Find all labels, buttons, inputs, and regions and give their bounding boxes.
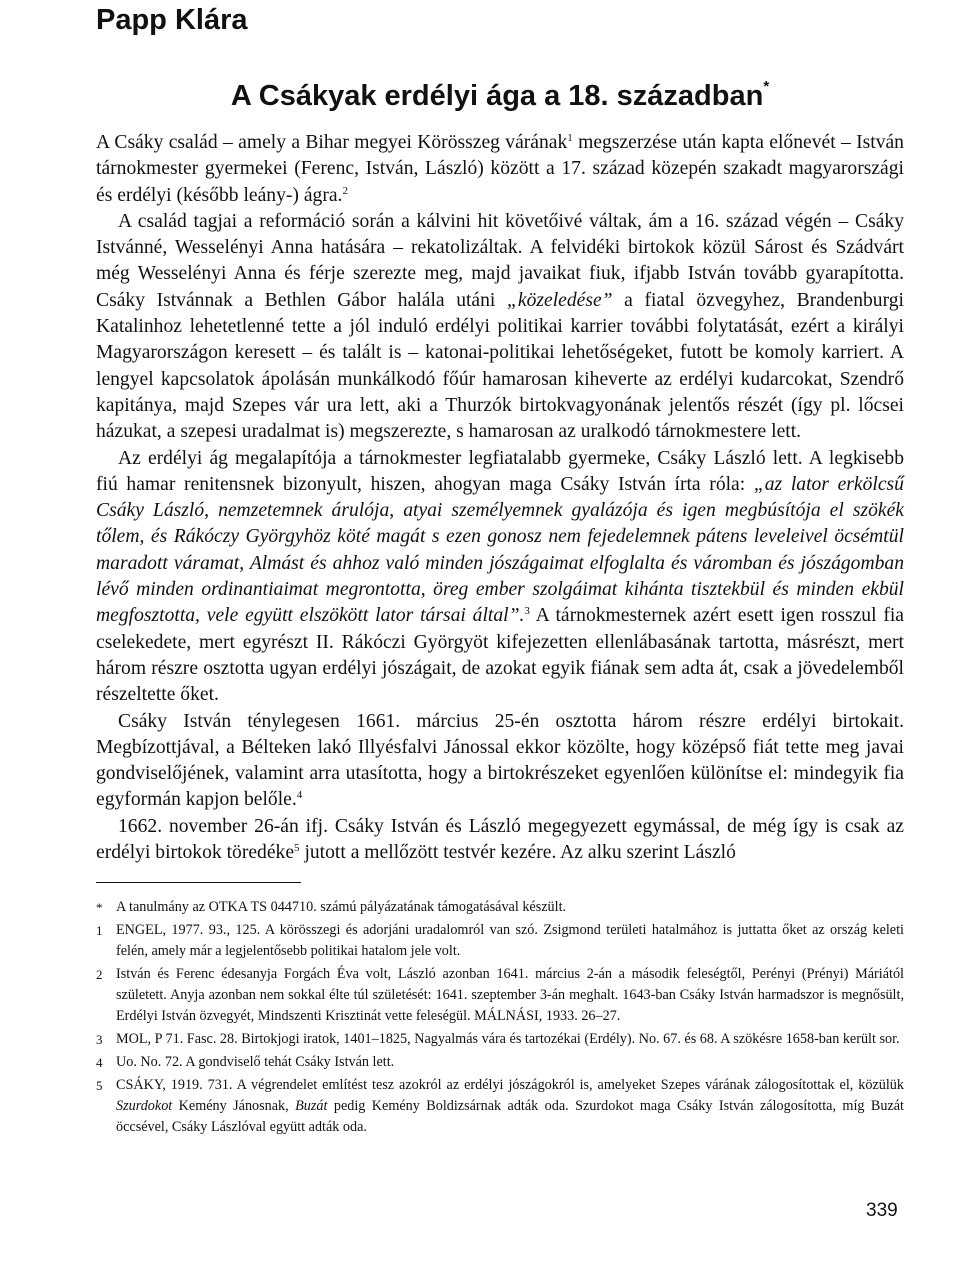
footnote: 1 ENGEL, 1977. 93., 125. A körösszegi és adorjáni uradalomról van szó. Zsigmond területi hatalmához is juttatta őket az ország keleti felén, amely már a legjelentősebb politikai hatalom jele volt. [96, 922, 904, 959]
footnote: 3 MOL, P 71. Fasc. 28. Birtokjogi iratok, 1401–1825, Nagyalmás vára és tartozékai (Erdély). No. 67. és 68. A szökésre 1658-ban került sor. [96, 1029, 904, 1050]
footnote-mark: 2 [96, 967, 103, 982]
footnote: 2 István és Ferenc édesanyja Forgách Éva volt, László azonban 1641. március 2-án a második feleségtől, Perényi (Prényi) Máriától született. Anyja azonban nem sokkal élte túl születését: 1641. szeptember 3-án meghalt. 1643-ban Csáky István harmadszor is megnősült, Erdélyi István özvegyét, Mindszenti Krisztinát vette feleségül. MÁLNÁSI, 1933. 26–27. [96, 966, 904, 1024]
footnote-mark: 4 [96, 1055, 103, 1070]
author-name: Papp Klára [96, 4, 248, 36]
paragraph: A Csáky család – amely a Bihar megyei Körösszeg várának$^1$ megszerzése után kapta előnevét – István tárnokmester gyermekei (Ferenc, István, László) között a 17. század közepén szakadt magyarországi és erdélyi (később leány-) ágra.$^2$ [96, 132, 904, 206]
footnote: 4 Uo. No. 72. A gondviselő tehát Csáky István lett. [96, 1052, 904, 1073]
footnote-mark: * [96, 900, 103, 915]
footnotes [96, 897, 904, 1140]
title-footnote-mark: * [763, 78, 770, 95]
footnote-separator [96, 882, 301, 883]
footnote-mark: 5 [96, 1078, 103, 1093]
footnote: 5 CSÁKY, 1919. 731. A végrendelet említést tesz azokról az erdélyi jószágokról is, amelyeket Szepes várának zálogosítottak el, közülük Szurdokot Kemény Jánosnak, Buzát pedig Kemény Boldizsárnak adták oda. Szurdokot maga Csáky István zálogosította, míg Buzát öccsével, Csáky Lászlóval együtt adták oda. [96, 1077, 905, 1135]
paragraph: Csáky István ténylegesen 1661. március 25-én osztotta három részre erdélyi birtokait. Megbízottjával, a Bélteken lakó Illyésfalvi Jánossal ekkor közölte, hogy középső fiát tette meg javai gondviselőjének, valamint arra utasította, hogy a birtokrészeket egyenlően különítse el: mindegyik fia egyformán kapjon belőle.$^4$ [96, 710, 904, 811]
footnote: * A tanulmány az OTKA TS 044710. számú pályázatának támogatásával készült. [96, 897, 904, 918]
article-title [0, 78, 960, 113]
footnote-ref: 1 [567, 132, 573, 144]
paragraph: Az erdélyi ág megalapítója a tárnokmester legfiatalabb gyermeke, Csáky László lett. A legkisebb fiú hamar renitensnek bizonyult, hiszen, ahogyan maga Csáky István írta róla: „az lator erkölcsű Csáky László, nemzetemnek árulója, atyai személyemnek gyalázója és igen megbúsítója el szökék tőlem, és Rákóczy Györgyhöz köté magát s ezen gonosz nem fejedelemnek pátens leveleivel öcsémtül maradott váramat, Almást és ahhoz való minden jószágaimat elfoglalta és váromban és jószágomban lévő minden ordinantiaimat megrontotta, öreg ember szolgáimat kihánta tisztekbül és minden ekbül megfosztotta, vele együtt elszökött lator társai által”.$^3$ A tárnokmesternek azért esett igen rosszul fia cselekedete, mert egyrészt II. Rákóczi Györgyöt kifejezetten ellenlábasának tartotta, másrészt, mert három részre osztotta ugyan erdélyi jószágait, de azokat egyik fiának sem adta át, csak a jövedelemből részeltette őket. [96, 447, 904, 706]
quotation: „az lator erkölcsű Csáky László, nemzetemnek árulója, atyai személyemnek gyalázója és igen megbúsítója el szökék tőlem, és Rákóczy Györgyhöz köté magát s ezen gonosz nem fejedelemnek pátens leveleivel öcsémtül maradott váramat, Almást és ahhoz való minden jószágaimat elfoglalta és váromban és jószágomban lévő minden ordinantiaimat megrontotta, öreg ember szolgáimat kihánta tisztekbül és minden ekbül megfosztotta, vele együtt elszökött lator társai által”. [96, 473, 904, 627]
footnote-ref: 3 [524, 605, 530, 618]
footnote-mark: 1 [96, 923, 103, 938]
footnote-ref: 5 [294, 842, 300, 855]
paragraph: 1662. november 26-án ifj. Csáky István és László megegyezett egymással, de még így is csak az erdélyi birtokok töredéke$^5$ jutott a mellőzött testvér kezére. Az alku szerint László [96, 815, 904, 864]
article-body [96, 130, 904, 866]
footnote-ref: 2 [342, 184, 348, 197]
page-number: 339 [866, 1200, 898, 1221]
footnote-ref: 4 [296, 789, 303, 802]
article-title-text: A Csákyak erdélyi ága a 18. században [230, 80, 764, 112]
footnote-mark: 3 [96, 1032, 103, 1047]
paragraph: A család tagjai a reformáció során a kálvini hit követőivé váltak, ám a 16. század végén – Csáky Istvánné, Wesselényi Anna hatására – rekatolizáltak. A felvidéki birtokok közül Sárost és Szádvárt még Wesselényi Anna és férje szerezte meg, majd javaikat fiuk, ifjabb István tovább gyarapította. Csáky Istvánnak a Bethlen Gábor halála utáni „közeledése” a fiatal özvegyhez, Brandenburgi Katalinhoz lehetetlenné tette a jól induló erdélyi politikai karrier további folytatását, ezért a királyi Magyarországon keresett – és talált is – katonai-politikai lehetőségeket, futott be komoly karriert. A lengyel kapcsolatok ápolásán munkálkodó főúr hamarosan kiheverte az erdélyi kudarcokat, Szendrő kapitánya, majd Szepes vár ura lett, aki a Thurzók birtokvagyonának jelentős részét (így pl. lőcsei házukat, a szepesi uradalmat is) megszerezte, s hamarosan az uralkodó tárnokmestere lett. [96, 210, 904, 443]
